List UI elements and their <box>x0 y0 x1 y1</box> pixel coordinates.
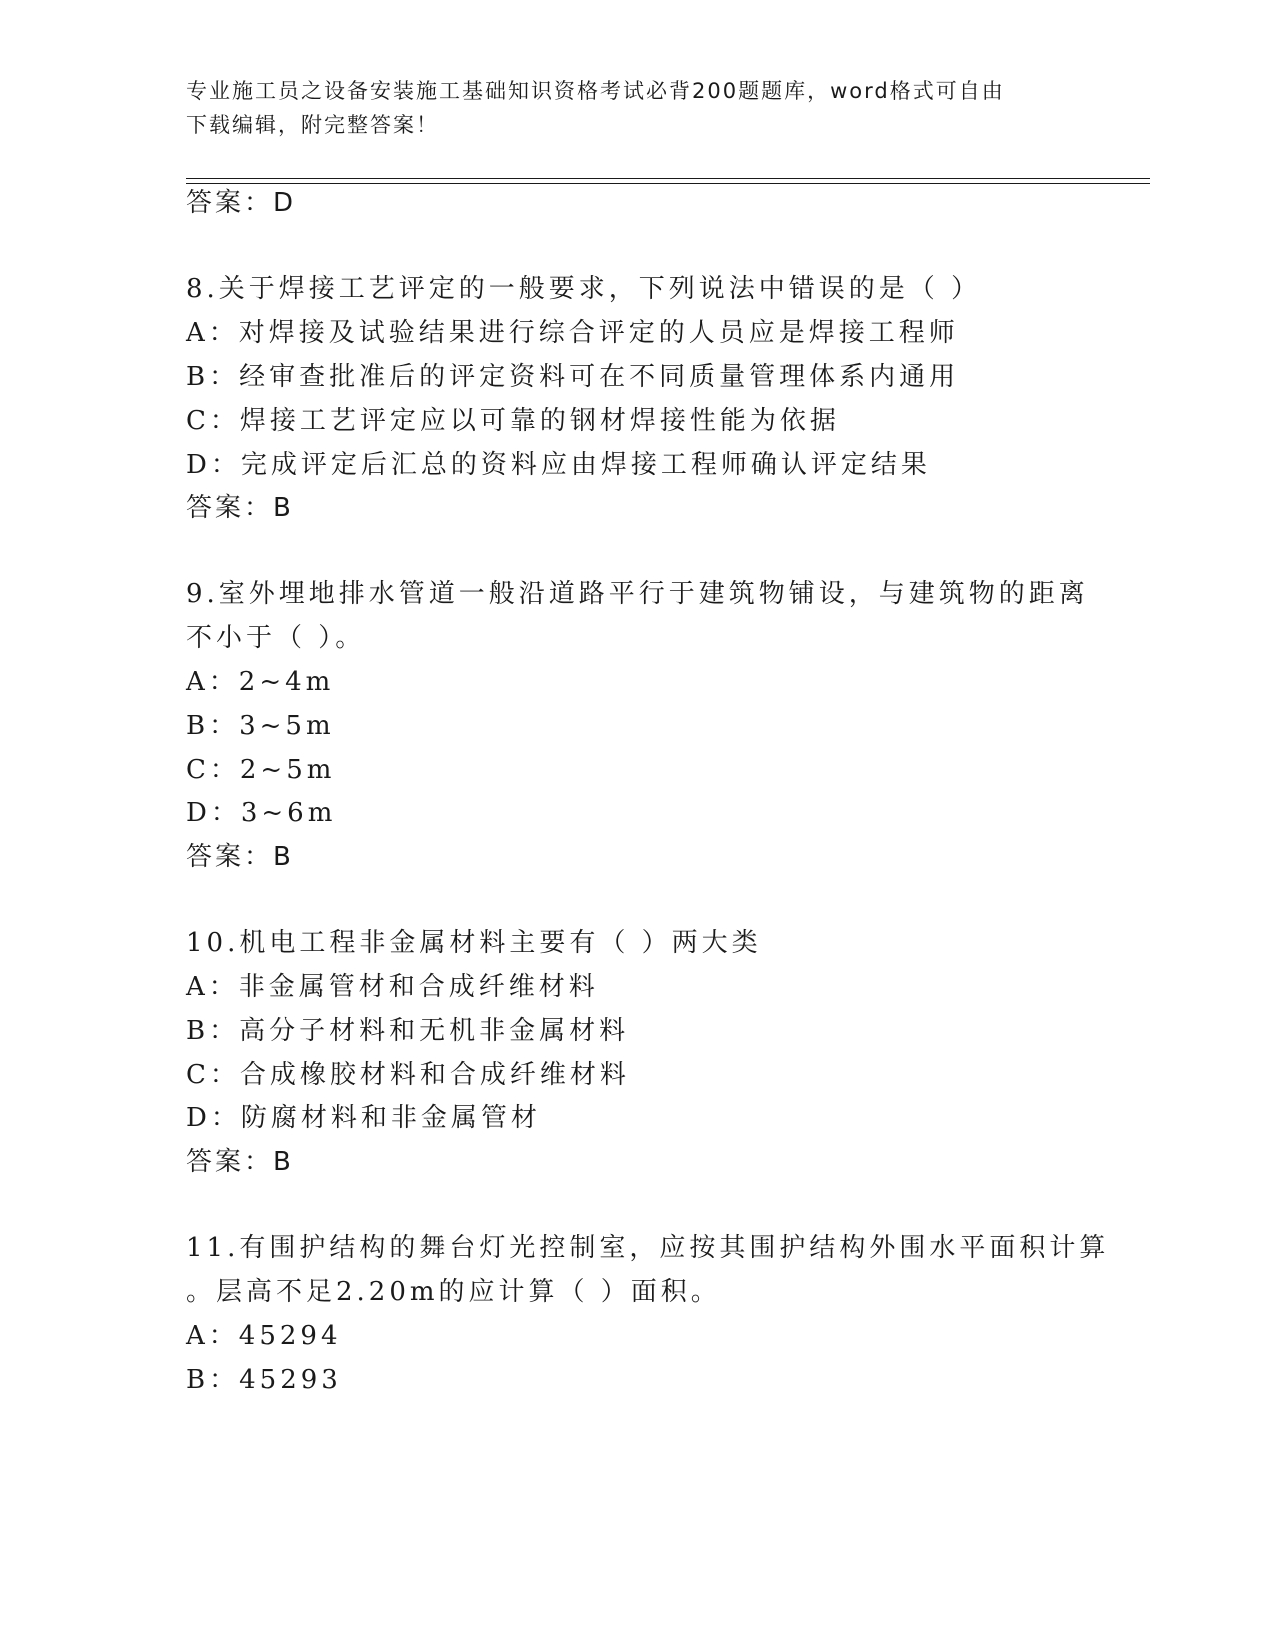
question-9-option-c: C：2~5m <box>186 755 336 785</box>
question-8-option-b: B：经审查批准后的评定资料可在不同质量管理体系内通用 <box>186 362 960 392</box>
header-line-1: 专业施工员之设备安装施工基础知识资格考试必背200题题库，word格式可自由 <box>186 79 1005 103</box>
question-9-option-b: B：3~5m <box>186 711 335 741</box>
header-divider-top <box>186 178 1150 179</box>
question-11-title-line-2: 。层高不足2.20m的应计算（ ）面积。 <box>186 1277 721 1307</box>
question-9-answer: 答案：B <box>186 842 294 872</box>
question-8-option-c: C：焊接工艺评定应以可靠的钢材焊接性能为依据 <box>186 406 840 436</box>
question-9-option-d: D：3~6m <box>186 798 337 828</box>
question-11-option-b: B：45293 <box>186 1365 342 1395</box>
question-10-option-d: D：防腐材料和非金属管材 <box>186 1103 541 1133</box>
question-8-option-d: D：完成评定后汇总的资料应由焊接工程师确认评定结果 <box>186 450 931 480</box>
header-divider-bottom <box>186 183 1150 184</box>
document-header <box>186 74 1086 142</box>
question-9-title-line-1: 9.室外埋地排水管道一般沿道路平行于建筑物铺设，与建筑物的距离 <box>186 579 1089 609</box>
question-8-title: 8.关于焊接工艺评定的一般要求，下列说法中错误的是（ ） <box>186 274 982 304</box>
header-line-2: 下载编辑，附完整答案！ <box>186 113 439 137</box>
question-9-title-line-2: 不小于（ ）。 <box>186 623 366 653</box>
question-9-option-a: A：2~4m <box>186 667 335 697</box>
question-11-option-a: A：45294 <box>186 1321 342 1351</box>
question-10-answer: 答案：B <box>186 1147 294 1177</box>
question-11-title-line-1: 11.有围护结构的舞台灯光控制室，应按其围护结构外围水平面积计算 <box>186 1233 1110 1263</box>
question-8-answer: 答案：B <box>186 493 294 523</box>
question-8-option-a: A：对焊接及试验结果进行综合评定的人员应是焊接工程师 <box>186 318 959 348</box>
question-10-title: 10.机电工程非金属材料主要有（ ）两大类 <box>186 928 762 958</box>
previous-answer: 答案：D <box>186 188 297 218</box>
question-10-option-a: A：非金属管材和合成纤维材料 <box>186 972 599 1002</box>
question-10-option-c: C：合成橡胶材料和合成纤维材料 <box>186 1060 630 1090</box>
question-10-option-b: B：高分子材料和无机非金属材料 <box>186 1016 630 1046</box>
